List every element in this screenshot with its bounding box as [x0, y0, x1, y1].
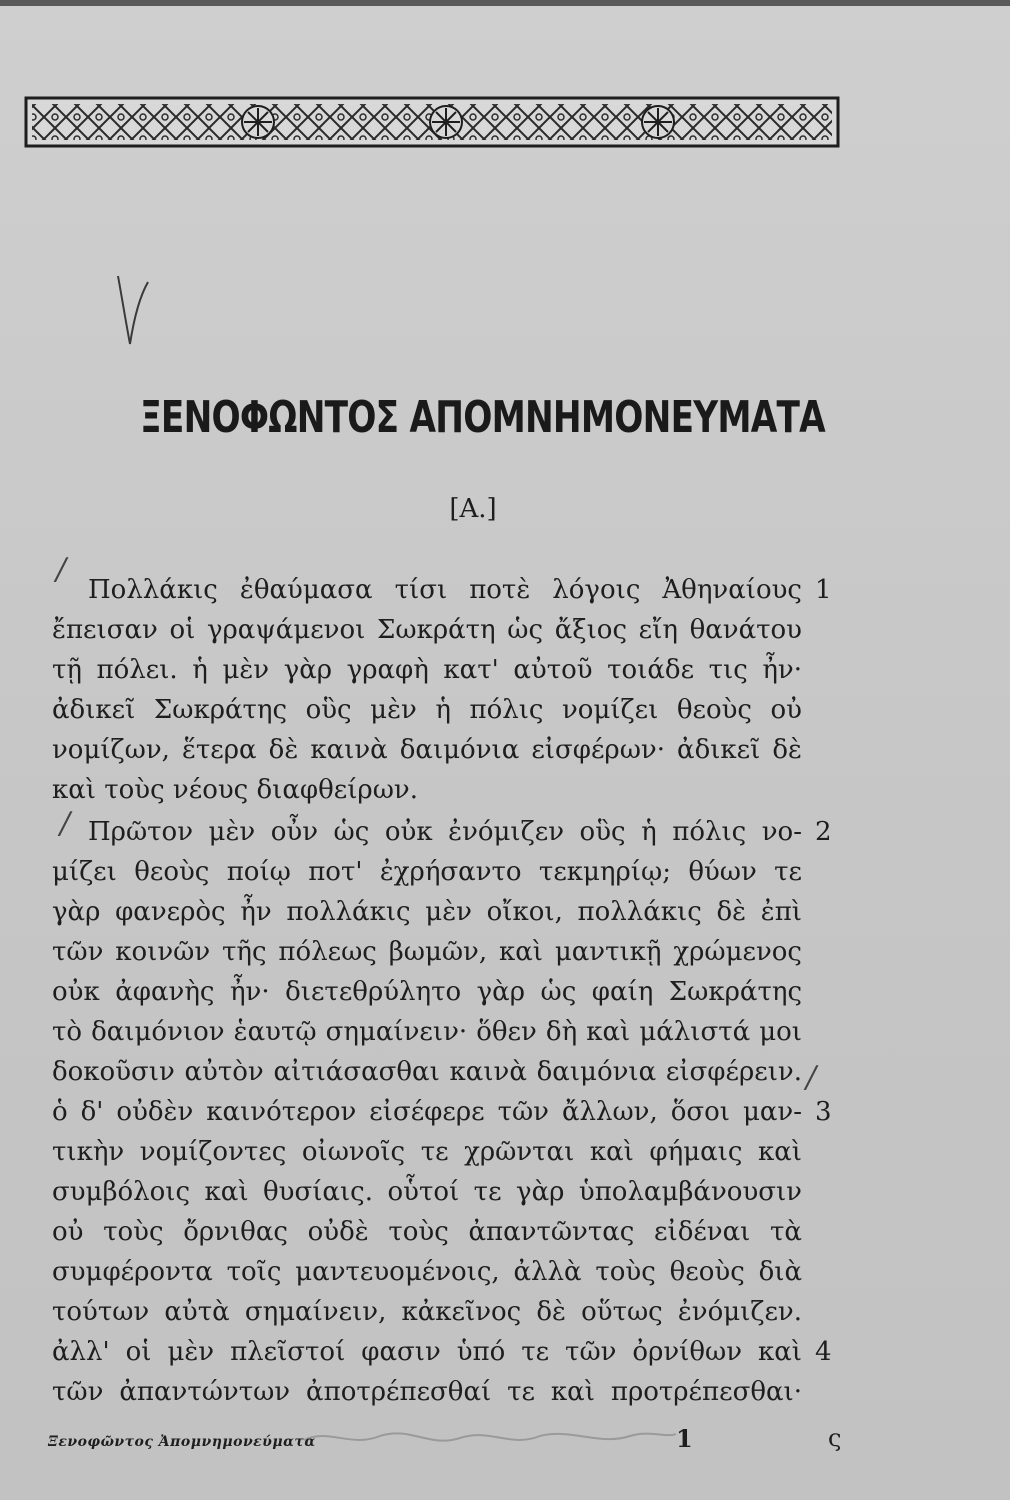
book-label: [Α.] — [449, 494, 497, 524]
text-line: τὸ δαιμόνιον ἑαυτῷ σημαίνειν· ὅθεν δὴ καὶ μάλιστά μοι — [52, 1017, 802, 1047]
text-line: συμφέροντα τοῖς μαντευομένοις, ἀλλὰ τοὺς θεοὺς διὰ — [52, 1257, 802, 1287]
text-line: νομίζων, ἕτερα δὲ καινὰ δαιμόνια εἰσφέρων· ἀδικεῖ δὲ — [52, 735, 802, 765]
text-line: συμβόλοις καὶ θυσίαις. οὗτοί τε γὰρ ὑπολαμβάνουσιν — [52, 1177, 802, 1207]
text-line: τικὴν νομίζοντες οἰωνοῖς τε χρῶνται καὶ φήμαις καὶ — [52, 1137, 802, 1167]
page-top-edge — [0, 0, 1010, 6]
text-line: καὶ τοὺς νέους διαφθείρων. — [52, 775, 418, 805]
text-line: δοκοῦσιν αὐτὸν αἰτιάσασθαι καινὰ δαιμόνια εἰσφέρειν. — [52, 1057, 802, 1087]
section-number: 2 — [815, 817, 832, 847]
text-line: τούτων αὐτὰ σημαίνειν, κἀκεῖνος δὲ οὕτως ἐνόμιζεν. — [52, 1297, 802, 1327]
text-line: Πολλάκις ἐθαύμασα τίσι ποτὲ λόγοις Ἀθηναίους — [88, 575, 802, 605]
pencil-slash-mark: / — [56, 552, 67, 587]
text-line: οὐ τοὺς ὄρνιθας οὐδὲ τοὺς ἀπαντῶντας εἰδέναι τὰ — [52, 1217, 802, 1247]
page-title: ΞΕΝΟΦΩΝΤΟΣ ΑΠΟΜΝΗΜΟΝΕΥΜΑΤΑ — [140, 392, 825, 443]
pencil-scribble — [300, 1418, 680, 1458]
text-line: οὐκ ἀφανὴς ἦν· διετεθρύλητο γὰρ ὡς φαίη Σωκράτης — [52, 977, 802, 1007]
text-line: Πρῶτον μὲν οὖν ὡς οὐκ ἐνόμιζεν οὓς ἡ πόλις νο- — [88, 817, 802, 847]
text-line: γὰρ φανερὸς ἦν πολλάκις μὲν οἴκοι, πολλάκις δὲ ἐπὶ — [52, 897, 802, 927]
pencil-slash-mark: / — [60, 806, 71, 841]
pencil-slash-mark: / — [806, 1060, 817, 1095]
signature-number: 1 — [676, 1424, 693, 1453]
text-line: τῇ πόλει. ἡ μὲν γὰρ γραφὴ κατ' αὐτοῦ τοιάδε τις ἦν· — [52, 655, 802, 685]
text-line: ἔπεισαν οἱ γραψάμενοι Σωκράτη ὡς ἄξιος εἴη θανάτου — [52, 615, 802, 645]
text-line: τῶν ἀπαντώντων ἀποτρέπεσθαί τε καὶ προτρέπεσθαι· — [52, 1377, 802, 1407]
pencil-check-mark — [112, 268, 152, 348]
decorative-border-ornament — [22, 84, 842, 158]
section-number: 1 — [815, 575, 832, 605]
section-number: 3 — [815, 1097, 832, 1127]
text-line: μίζει θεοὺς ποίῳ ποτ' ἐχρήσαντο τεκμηρίῳ; θύων τε — [52, 857, 802, 887]
section-number: 4 — [815, 1337, 832, 1367]
text-line: τῶν κοινῶν τῆς πόλεως βωμῶν, καὶ μαντικῇ χρώμενος — [52, 937, 802, 967]
margin-side-mark: ς — [828, 1424, 842, 1452]
text-line: ὁ δ' οὐδὲν καινότερον εἰσέφερε τῶν ἄλλων, ὅσοι μαν- — [52, 1097, 802, 1127]
text-line: ἀδικεῖ Σωκράτης οὓς μὲν ἡ πόλις νομίζει θεοὺς οὐ — [52, 695, 802, 725]
running-footer-title: Ξενοφῶντος Ἀπομνημονεύματα — [48, 1434, 316, 1450]
text-line: ἀλλ' οἱ μὲν πλεῖστοί φασιν ὑπό τε τῶν ὀρνίθων καὶ — [52, 1337, 802, 1367]
